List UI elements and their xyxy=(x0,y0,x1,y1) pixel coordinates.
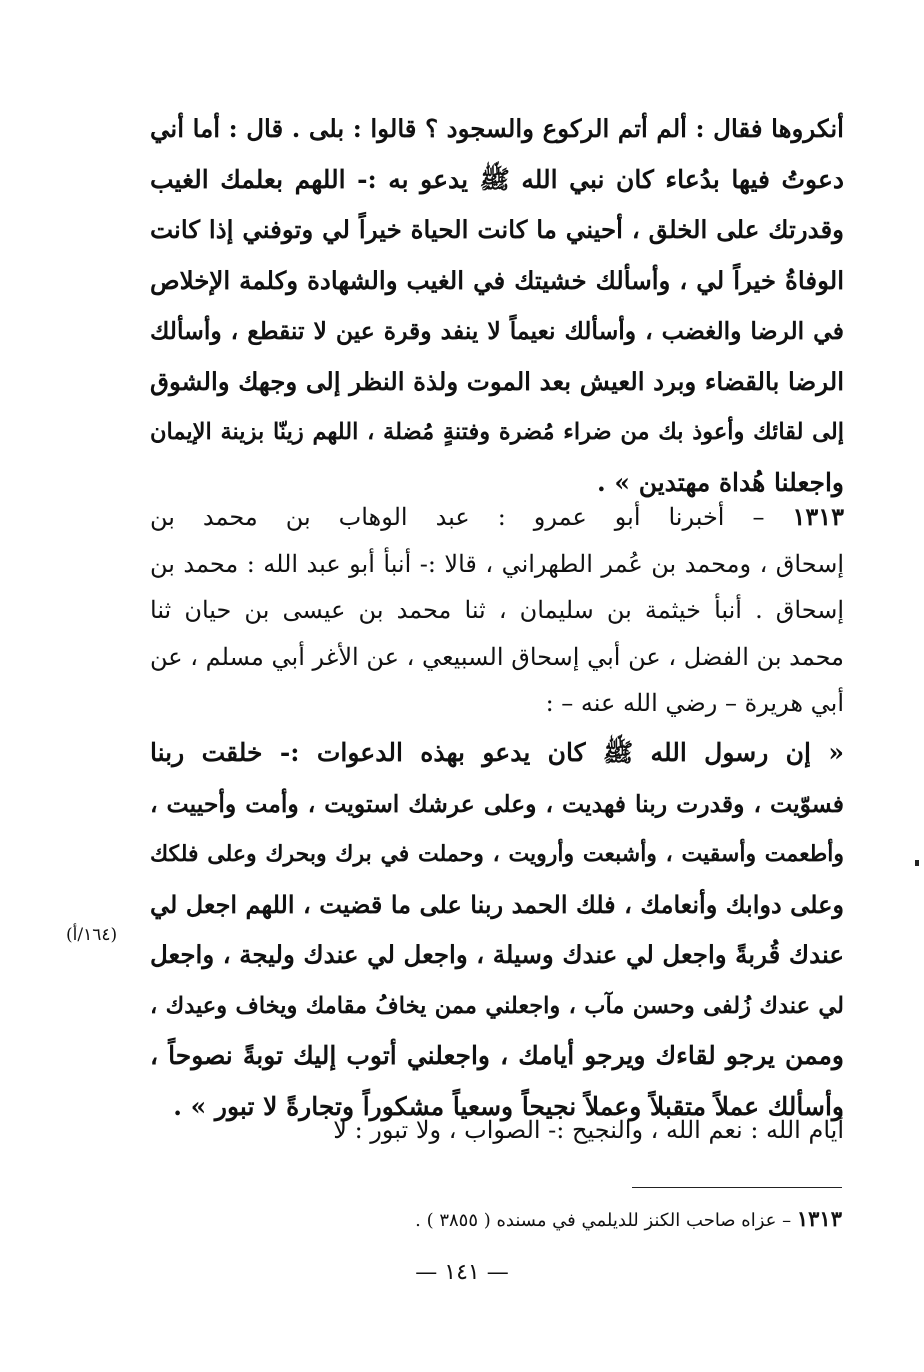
text-line: « إن رسول الله ﷺ كان يدعو بهذه الدعوات :- خلقت ربنا xyxy=(150,738,844,767)
text-line: إلى لقائك وأعوذ بك من ضراء مُضرة وفتنةٍ مُضلة ، اللهم زينّا بزينة الإيمان xyxy=(150,419,844,445)
text-line: وأسألك عملاً متقبلاً وعملاً نجيحاً وسعياً مشكوراً وتجارةً لا تبور » . xyxy=(173,1091,844,1121)
footnote-text: – عزاه صاحب الكنز للديلمي في مسنده ( ٣٨٥٥ ) . xyxy=(415,1210,792,1231)
footnote xyxy=(415,1204,842,1236)
paragraph-3 xyxy=(150,728,844,1132)
text-line: أنكروها فقال : ألم أتم الركوع والسجود ؟ قالوا : بلى . قال : أما أني xyxy=(150,114,844,143)
text-line: الوفاةُ خيراً لي ، وأسألك خشيتك في الغيب والشهادة وكلمة الإخلاص xyxy=(150,265,844,295)
page-number: — ١٤١ — xyxy=(415,1260,509,1285)
text-line: أيام الله : نعم الله ، والنجيح :- الصواب ، ولا تبور : لا xyxy=(333,1116,844,1144)
text-line: وممن يرجو لقاءك ويرجو أيامك ، واجعلني أتوب إليك توبةً نصوحاً ، xyxy=(150,1041,844,1070)
text-line: إسحاق ، ومحمد بن عُمر الطهراني ، قالا :- أنبأ أبو عبد الله : محمد بن xyxy=(150,549,844,578)
footnote-divider xyxy=(632,1187,842,1188)
paragraph-4 xyxy=(150,1107,844,1154)
text-line: وعلى دوابك وأنعامك ، فلك الحمد ربنا على ما قضيت ، اللهم اجعل لي xyxy=(150,889,844,919)
text-line: إسحاق . أنبأ خيثمة بن سليمان ، ثنا محمد بن عيسى بن حيان ثنا xyxy=(150,596,844,624)
text-line: لي عندك زُلفى وحسن مآب ، واجعلني ممن يخافُ مقامك ويخاف وعيدك ، xyxy=(150,992,844,1019)
hadith-number: ١٣١٣ xyxy=(792,502,844,531)
text-line: وأطعمت وأسقيت ، وأشبعت وأرويت ، وحملت في برك وبحرك وعلى فلكك xyxy=(150,841,844,867)
text-line: في الرضا والغضب ، وأسألك نعيماً لا ينفد وقرة عين لا تنقطع ، وأسألك xyxy=(150,317,844,345)
print-speck xyxy=(915,860,919,866)
text-line: واجعلنا هُداة مهتدين » . xyxy=(596,467,844,497)
manuscript-folio-note: (١٦٤/أ) xyxy=(66,925,118,945)
text-line: عندك قُربةً واجعل لي عندك وسيلة ، واجعل لي عندك وليجة ، واجعل xyxy=(150,940,844,969)
paragraph-1 xyxy=(150,104,844,508)
text-line xyxy=(150,494,844,541)
footnote-number: ١٣١٣ xyxy=(796,1206,842,1231)
text-line: فسوّيت ، وقدرت ربنا فهديت ، وعلى عرشك استويت ، وأمت وأحييت ، xyxy=(150,789,844,818)
text-line-rest: – أخبرنا أبو عمرو : عبد الوهاب بن محمد بن xyxy=(150,503,765,531)
text-line: أبي هريرة – رضي الله عنه – : xyxy=(545,689,844,717)
paragraph-2 xyxy=(150,494,844,727)
text-line: وقدرتك على الخلق ، أحيني ما كانت الحياة خيراً لي وتوفني إذا كانت xyxy=(150,215,844,244)
text-line: محمد بن الفضل ، عن أبي إسحاق السبيعي ، عن الأغر أبي مسلم ، عن xyxy=(150,642,844,671)
text-line: دعوتُ فيها بدُعاء كان نبي الله ﷺ يدعو به :- اللهم بعلمك الغيب xyxy=(150,164,844,194)
text-line: الرضا بالقضاء وبرد العيش بعد الموت ولذة النظر إلى وجهك والشوق xyxy=(150,366,844,396)
